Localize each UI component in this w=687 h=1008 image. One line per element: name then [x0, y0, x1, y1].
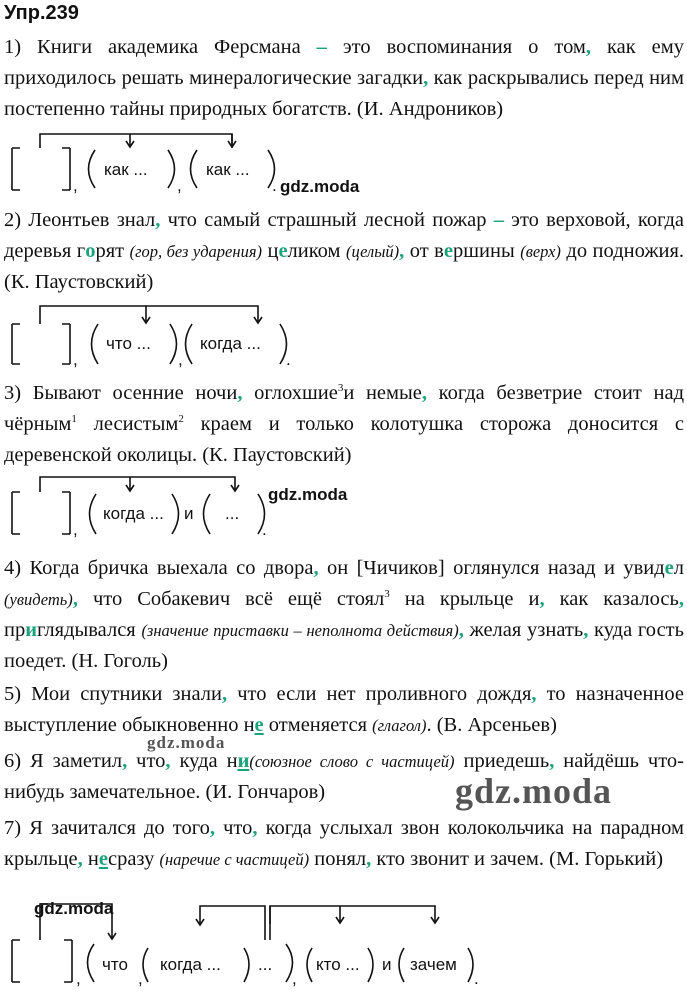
- scheme-1: [0, 130, 687, 196]
- watermark-text: gdz.moda: [280, 177, 360, 196]
- scheme-period: .: [262, 520, 267, 539]
- watermark-small: gdz.moda: [147, 733, 226, 752]
- scheme-word: что: [102, 955, 128, 974]
- scheme-comma: ,: [178, 350, 183, 369]
- scheme-period: .: [272, 176, 277, 195]
- scheme-period: .: [474, 969, 479, 988]
- scheme-word: зачем: [410, 955, 457, 974]
- sentence-1: 1) Книги академика Ферсмана – это воспоминания о том, как ему приходилось решать минералогические загадки, как раскрывались перед ним постепенно тайны природных богатств. (И. Андроников): [4, 36, 684, 120]
- scheme-conjunction: и: [382, 955, 392, 974]
- scheme-comma: ,: [73, 176, 78, 195]
- scheme-word: что ...: [106, 334, 151, 353]
- scheme-word: когда ...: [103, 504, 164, 523]
- scheme-word: ...: [258, 955, 273, 974]
- sentence-6: 6) Я заметил, что, куда ни(союзное слово с частицей) приедешь, найдёшь что-нибудь замечательное. (И. Гончаров): [4, 750, 684, 803]
- scheme-comma: ,: [76, 969, 81, 988]
- scheme-word: когда ...: [160, 955, 221, 974]
- scheme-2: [0, 300, 687, 370]
- scheme-conjunction: и: [184, 504, 194, 523]
- scheme-word: как ...: [104, 160, 148, 179]
- scheme-comma: ,: [177, 176, 182, 195]
- scheme-word: кто ...: [316, 955, 360, 974]
- watermark-small: gdz.moda: [34, 900, 114, 918]
- scheme-period: .: [286, 350, 291, 369]
- scheme-comma: ,: [138, 969, 143, 988]
- sentence-3: 3) Бывают осенние ночи, оглохшие$^3$и немые, когда безветрие стоит над чёрным$^1$ лесистым$^2$ краем и только колотушка сторожа доносится с деревенской околицы. (К. Паустовский): [4, 382, 684, 466]
- sentence-2: 2) Леонтьев знал, что самый страшный лесной пожар – это верховой, когда деревья горят (гор, без ударения) целиком (целый), от вершины (верх) до подножия. (К. Паустовский): [4, 209, 685, 293]
- exercise-title: Упр.239: [4, 2, 79, 24]
- sentence-4: 4) Когда бричка выехала со двора, он [Чичиков] оглянулся назад и увидел (увидеть), что Собакевич всё ещё стоял$^3$ на крыльце и, как казалось, приглядывался (значение приставки – неполнота действия), желая узнать, куда гость поедет. (Н. Гоголь): [4, 557, 684, 672]
- scheme-word: как ...: [206, 160, 250, 179]
- scheme-4: [0, 900, 687, 992]
- scheme-3: [0, 472, 687, 542]
- scheme-word: ...: [225, 504, 240, 523]
- scheme-comma: ,: [73, 520, 78, 539]
- scheme-word: когда ...: [200, 334, 261, 353]
- sentence-7: 7) Я зачитался до того, что, когда услыхал звон колокольчика на парадном крыльце, несразу (наречие с частицей) понял, кто звонит и зачем. (М. Горький): [4, 817, 685, 870]
- scheme-comma: ,: [73, 350, 78, 369]
- scheme-comma: ,: [292, 969, 297, 988]
- watermark-text: gdz.moda: [268, 485, 348, 504]
- sentence-5: 5) Мои спутники знали, что если нет проливного дождя, то назначенное выступление обыкновенно не отменяется (глагол). (В. Арсеньев): [4, 683, 684, 736]
- watermark-large: gdz.moda: [455, 771, 613, 811]
